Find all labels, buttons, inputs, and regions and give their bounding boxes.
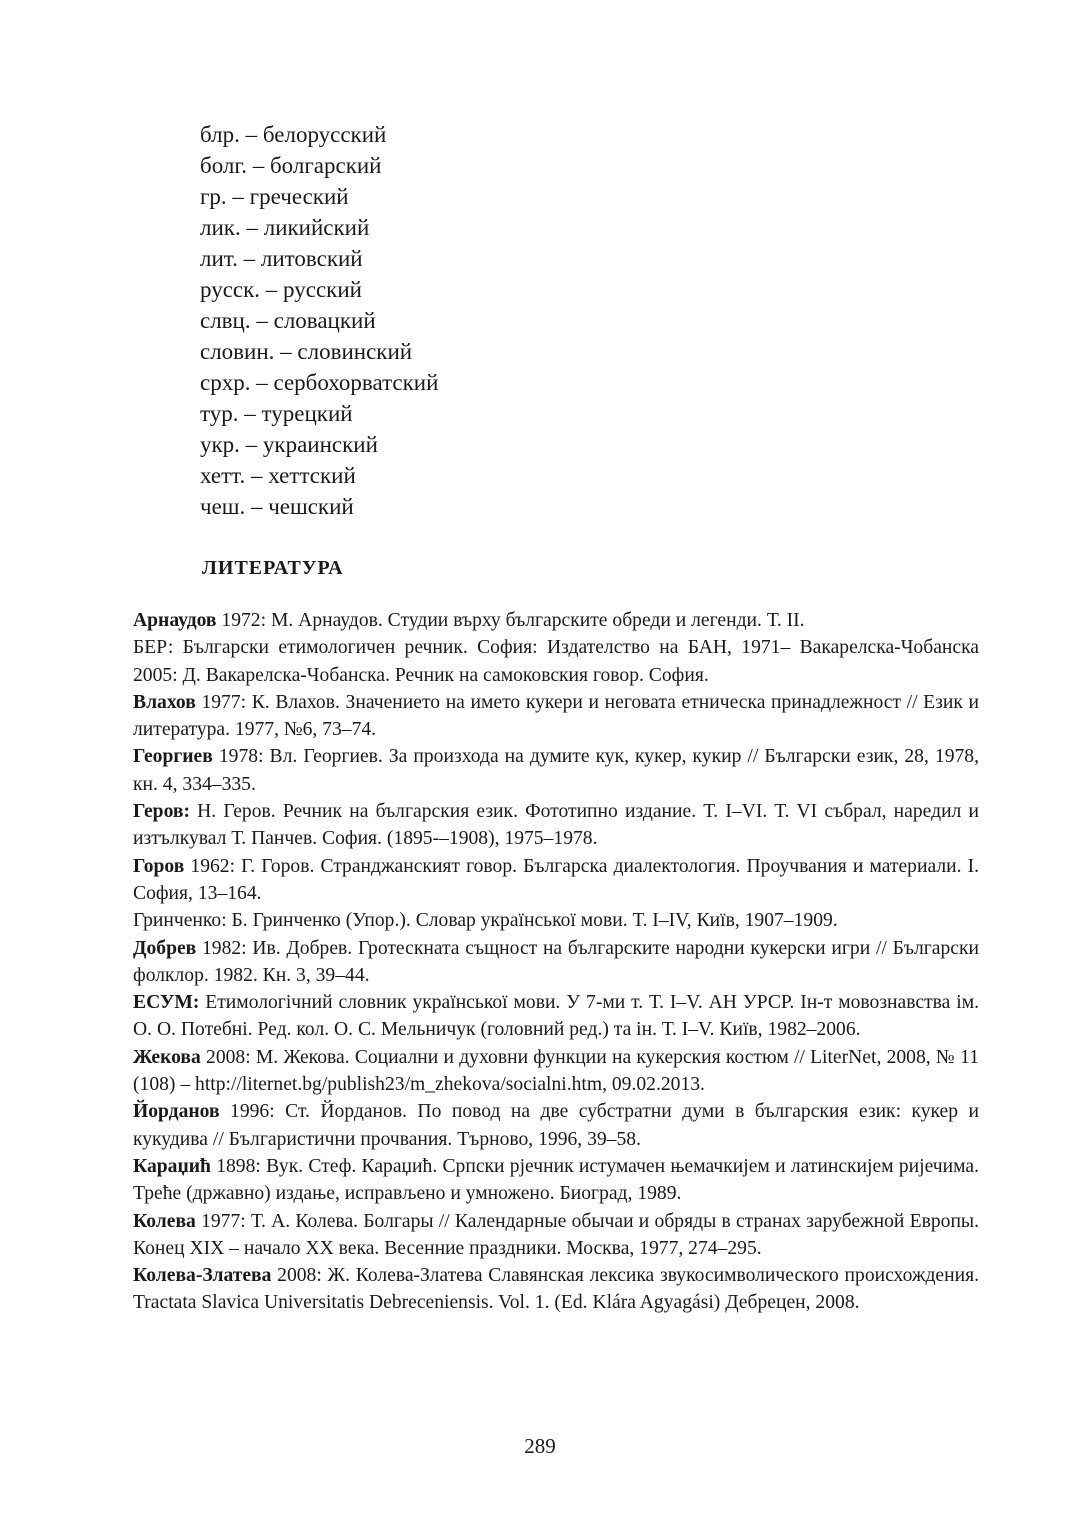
reference-text: 2008: М. Жекова. Социални и духовни функции на кукерския костюм // LiterNet, 2008, № 11 (108) – http://liternet.bg/publish23/m_zhekova/socialni.htm, 09.02.2013. [133,1046,979,1096]
reference-text: 1972: М. Арнаудов. Студии върху българските обреди и легенди. Т. II. [216,610,805,631]
reference-entry [133,743,979,798]
abbreviation-item: срхр. – сербохорватский [200,370,439,395]
reference-author: ЕСУМ: [133,992,200,1014]
reference-entry [133,907,979,934]
reference-text: 1962: Г. Горов. Странджанският говор. Българска диалектология. Проучвания и материали. I. София, 13–164. [133,855,979,904]
reference-entry [133,607,979,634]
reference-text: БЕР: Български етимологичен речник. София: Издателство на БАН, 1971– Вакарелска-Чобанска 2005: Д. Вакарелска-Чобанска. Речник на самоковския говор. София. [133,637,979,686]
reference-entry [133,798,979,853]
reference-entry [133,989,979,1044]
reference-entry [133,935,979,990]
reference-author: Караџић [133,1155,211,1177]
reference-text: 1898: Вук. Стеф. Караџић. Српски рјечник истумачен њемачкијем и латинскијем ријечима. Треће (државно) издање, исправљено и умножено. Биоград, 1989. [133,1155,979,1205]
abbreviation-item: слвц. – словацкий [200,308,376,333]
reference-text: 1977: К. Влахов. Значението на името кукери и неговата етническа принадлежност // Език и литература. 1977, №6, 73–74. [133,691,979,741]
reference-author: Колева [133,1210,196,1232]
abbreviation-item: укр. – украинский [200,432,378,457]
reference-entry [133,1153,979,1208]
reference-entry [133,634,979,689]
reference-author: Геров: [133,801,190,823]
reference-author: Колева-Златева [133,1265,272,1287]
reference-text: 1982: Ив. Добрев. Гротескната същност на българските народни кукерски игри // Български фолклор. 1982. Кн. 3, 39–44. [133,937,979,986]
reference-author: Георгиев [133,746,213,768]
abbreviation-item: тур. – турецкий [200,401,353,426]
reference-entry [133,1098,979,1153]
abbreviation-item: гр. – греческий [200,184,349,209]
abbreviation-item: лик. – ликийский [200,215,370,240]
abbreviation-item: словин. – словинский [200,339,413,364]
abbreviation-list [200,119,900,522]
section-heading: ЛИТЕРАТУРА [202,557,344,579]
reference-text: Н. Геров. Речник на българския език. Фототипно издание. Т. I–VI. Т. VI събрал, наредил и изтълкувал Т. Панчев. София. (1895-–1908), 1975–1978. [133,801,979,850]
references-list [133,607,979,1317]
reference-text: Гринченко: Б. Гринченко (Упор.). Словар української мови. Т. I–IV, Київ, 1907–1909. [133,910,838,932]
reference-author: Горов [133,855,185,877]
reference-text: Етимологічний словник української мови. У 7-ми т. Т. I–V. АН УРСР. Ін-т мовознавства ім. О. О. Потебні. Ред. кол. О. С. Мельничук (головний ред.) та ін. Т. I–V. Київ, 1982–2006. [133,992,979,1041]
reference-author: Йорданов [133,1101,220,1123]
reference-entry [133,1044,979,1099]
reference-entry [133,689,979,744]
reference-author: Жекова [133,1046,201,1068]
abbreviation-item: лит. – литовский [200,246,363,271]
abbreviation-item: хетт. – хеттский [200,463,356,488]
reference-author: Арнаудов [133,610,217,631]
reference-text: 1978: Вл. Георгиев. За произхода на думите кук, кукер, кукир // Български език, 28, 1978, кн. 4, 334–335. [133,746,979,795]
reference-entry [133,1208,979,1263]
reference-text: 2008: Ж. Колева-Златева Славянская лексика звукосимволического происхождения. Tractata Slavica Universitatis Debreceniensis. Vol. 1. (Ed. Klára Agyagási) Дебрецен, 2008. [133,1265,979,1314]
abbreviation-item: чеш. – чешский [200,494,354,519]
reference-author: Добрев [133,937,197,959]
page-number: 289 [524,1434,556,1458]
reference-author: Влахов [133,691,196,713]
reference-text: 1996: Ст. Йорданов. По повод на две субстратни думи в българския език: кукер и кукудива // Българистични прочвания. Търново, 1996, 39–58. [133,1101,979,1150]
reference-entry [133,853,979,908]
abbreviation-item: русск. – русский [200,277,362,302]
abbreviation-item: блр. – белорусский [200,122,387,147]
reference-entry [133,1262,979,1317]
reference-text: 1977: Т. А. Колева. Болгары // Календарные обычаи и обряды в странах зарубежной Европы. Конец XIX – начало XX века. Весенние праздники. Москва, 1977, 274–295. [133,1210,979,1259]
abbreviation-item: болг. – болгарский [200,153,382,178]
